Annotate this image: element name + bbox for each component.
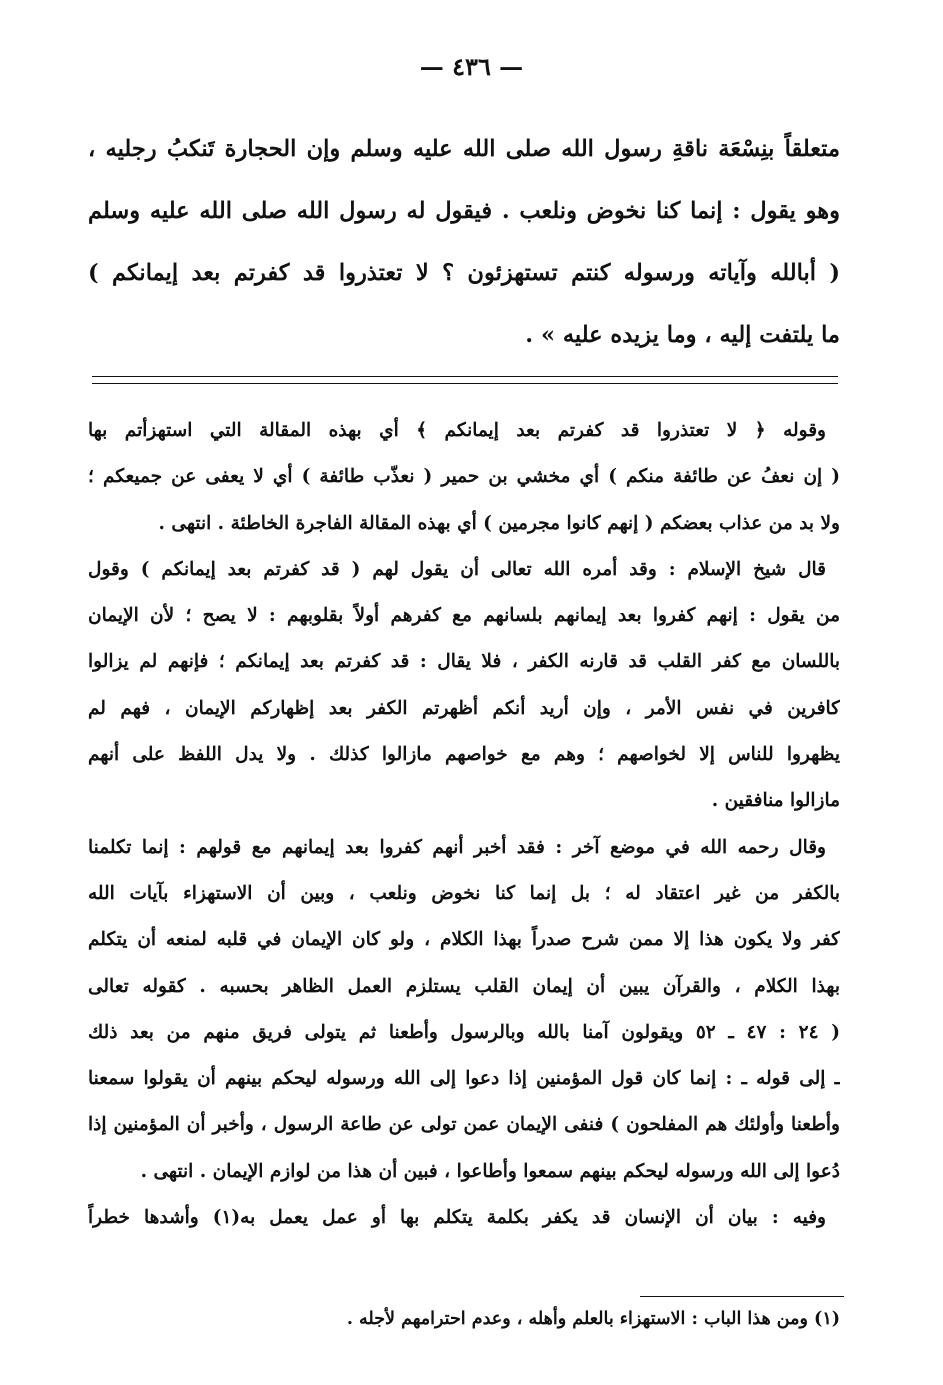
text-line: من يقول : إنهم كفروا بعد إيمانهم بلسانهم مع كفرهم أولاً بقلوبهم : لا يصح ؛ لأن الإيمان [88, 605, 840, 627]
footnote-separator [640, 1296, 844, 1297]
text-line: وأطعنا وأولئك هم المفلحون ) فنفى الإيمان عمن تولى عن طاعة الرسول ، وأخبر أن المؤمنين إذا [88, 1114, 840, 1136]
text-line: بالكفر من غير اعتقاد له ؛ بل إنما كنا نخوض ونلعب ، وبين أن الاستهزاء بآيات الله [88, 882, 840, 904]
hadith-paragraph [88, 118, 840, 366]
text-line: ( إن نعفُ عن طائفة منكم ) أي مخشي بن حمير ( نعذّب طائفة ) أي لا يعفى عن جميعكم ؛ [88, 466, 840, 488]
text-line: كافرين في نفس الأمر ، وإن أريد أنكم أظهرتم الكفر بعد إظهاركم الإيمان ، فهم لم [88, 697, 840, 719]
text-line: ولا بد من عذاب بعضكم ( إنهم كانوا مجرمين ) أي بهذه المقالة الفاجرة الخاطئة . انتهى . [158, 512, 840, 534]
text-line: ( أبالله وآياته ورسوله كنتم تستهزئون ؟ لا تعتذروا قد كفرتم بعد إيمانكم ) [88, 260, 840, 286]
text-line: ـ إلى قوله ـ : إنما كان قول المؤمنين إذا دعوا إلى الله ورسوله ليحكم بينهم أن يقولوا سمعنا [88, 1068, 840, 1090]
text-line: مازالوا منافقين . [711, 790, 840, 812]
commentary-body [88, 408, 840, 1241]
text-line: ( ٢٤ : ٤٧ ـ ٥٢ ويقولون آمنا بالله وبالرسول وأطعنا ثم يتولى فريق منهم من بعد ذلك [88, 1021, 840, 1043]
text-line: متعلقاً بنِسْعَة ناقةِ رسول الله صلى الله عليه وسلم وإن الحجارة تَنكبُ رجليه ، [88, 136, 840, 162]
page-number: — ٤٣٦ — [419, 52, 524, 81]
text-line: وقوله ﴿ لا تعتذروا قد كفرتم بعد إيمانكم ﴾ أي بهذه المقالة التي استهزأتم بها [88, 420, 826, 441]
text-line: كفر ولا يكون هذا إلا ممن شرح صدراً بهذا الكلام ، ولو كان الإيمان في قلبه لمنعه أن يتكلم [88, 929, 840, 951]
footnote: (١) ومن هذا الباب : الاستهزاء بالعلم وأهله ، وعدم احترامهم لأجله . [346, 1309, 840, 1329]
text-line: باللسان مع كفر القلب قد قارنه الكفر ، فلا يقال : قد كفرتم بعد إيمانكم ؛ فإنهم لم يزالوا [88, 651, 840, 673]
text-line: قال شيخ الإسلام : وقد أمره الله تعالى أن يقول لهم ( قد كفرتم بعد إيمانكم ) وقول [88, 558, 826, 580]
section-divider-top [92, 376, 838, 377]
text-line: وهو يقول : إنما كنا نخوض ونلعب . فيقول له رسول الله صلى الله عليه وسلم [88, 198, 840, 224]
text-line: بهذا الكلام ، والقرآن يبين أن إيمان القلب يستلزم العمل الظاهر بحسبه . كقوله تعالى [88, 975, 840, 997]
text-line: يظهروا للناس إلا لخواصهم ؛ وهم مع خواصهم مازالوا كذلك . ولا يدل اللفظ على أنهم [88, 744, 840, 766]
text-line: دُعوا إلى الله ورسوله ليحكم بينهم سمعوا وأطاعوا ، فبين أن هذا من لوازم الإيمان . انتهى . [140, 1160, 840, 1182]
section-divider-bottom [92, 383, 838, 384]
text-line: وفيه : بيان أن الإنسان قد يكفر بكلمة يتكلم بها أو عمل يعمل به(١) وأشدها خطراً [88, 1207, 826, 1229]
text-line: ما يلتفت إليه ، وما يزيده عليه » . [525, 322, 840, 348]
text-line: وقال رحمه الله في موضع آخر : فقد أخبر أنهم كفروا بعد إيمانهم مع قولهم : إنما تكلمنا [88, 836, 826, 858]
